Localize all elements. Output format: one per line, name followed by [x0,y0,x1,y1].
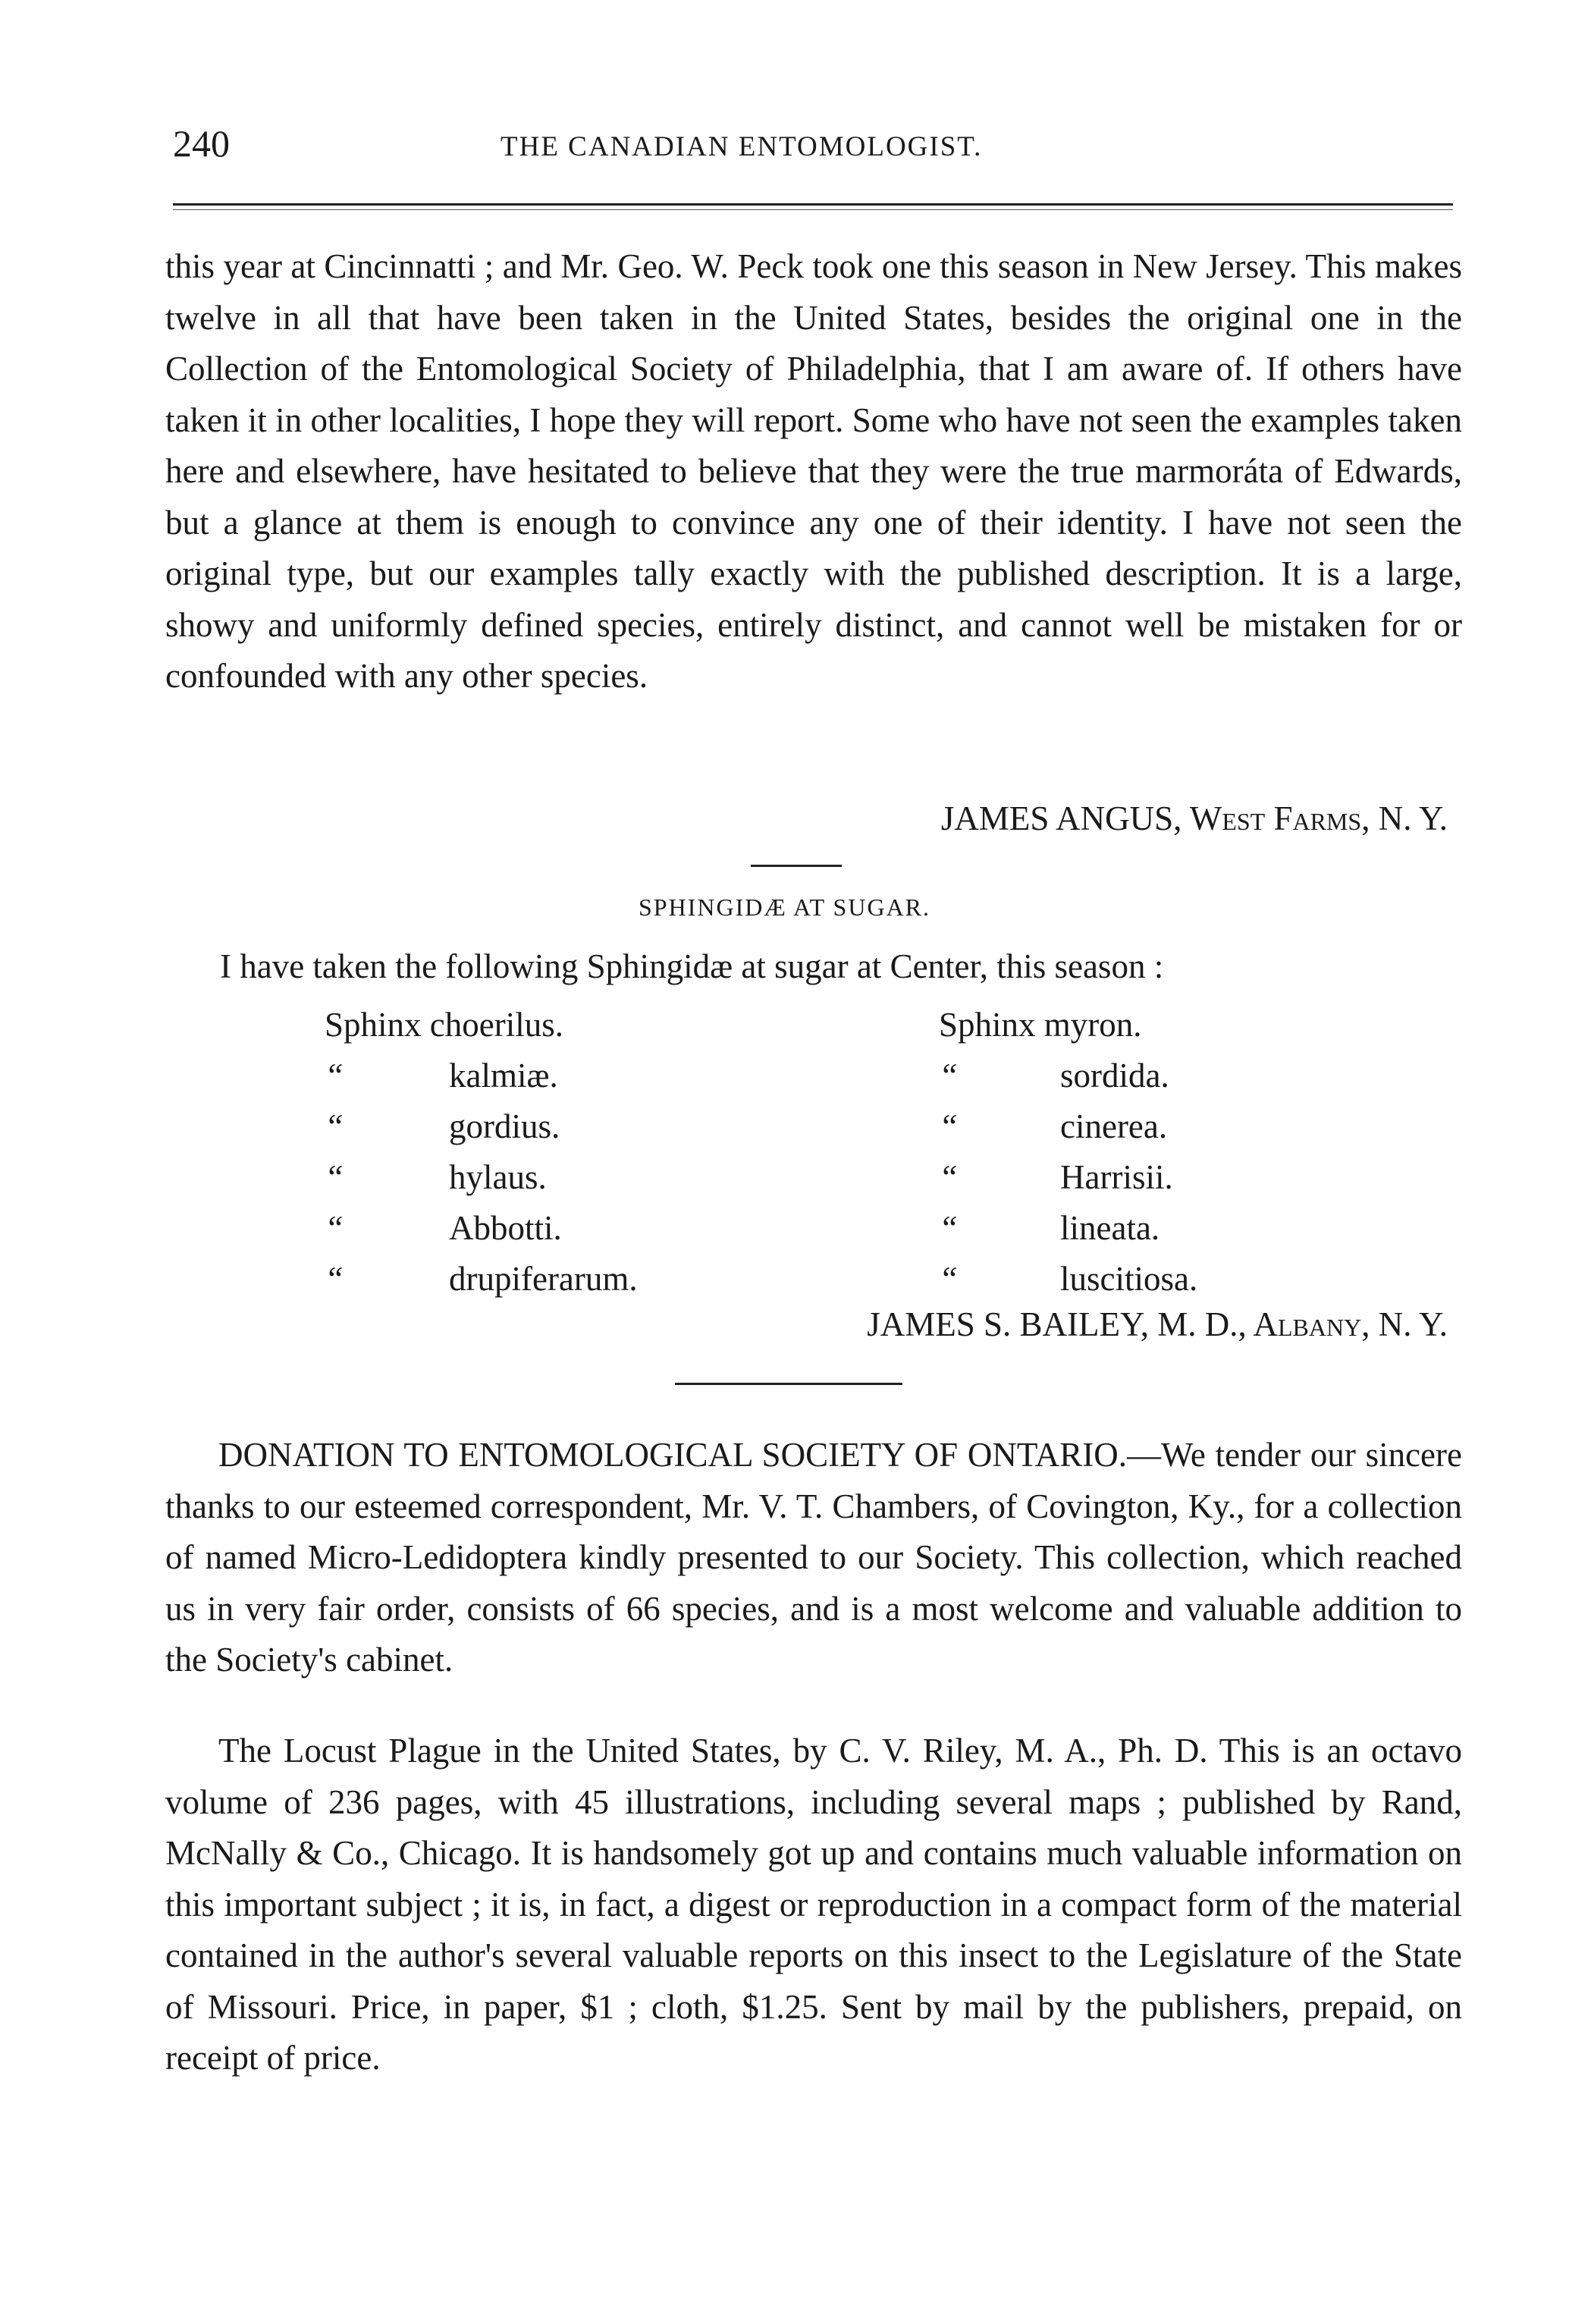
ditto-mark: “ [939,1107,959,1145]
ditto-mark: “ [325,1107,344,1145]
header-rule-thin [173,209,1453,210]
ditto-mark: “ [939,1260,959,1298]
species-name: Harrisii. [1060,1158,1173,1196]
section-heading-sphingidae: SPHINGIDÆ AT SUGAR. [638,893,931,921]
species-name: sordida. [1060,1057,1169,1094]
genus-left: Sphinx choerilus. [325,1006,563,1044]
running-head: THE CANADIAN ENTOMOLOGIST. [501,131,983,162]
species-name: cinerea. [1060,1107,1168,1145]
donation-text: —We tender our sincere thanks to our esteemed correspondent, Mr. V. T. Chambers, of Covington, Ky., for a collection of named Micro-Ledidoptera kindly presented to our Society. This collection, which reached us in very fair order, consists of 66 species, and is a most welcome and valuable addition to the Society's cabinet. [165,1436,1462,1679]
genus-right: Sphinx myron. [939,1006,1142,1044]
ditto-mark: “ [325,1057,344,1094]
species-table [325,1000,1197,1305]
section-divider [675,1383,902,1385]
species-name: gordius. [449,1107,560,1145]
species-name: kalmiæ. [449,1057,558,1094]
article-donation [165,1430,1462,1686]
ditto-mark: “ [325,1260,344,1298]
article-angus-paragraph: this year at Cincinnatti ; and Mr. Geo. W. Peck took one this season in New Jersey. This makes twelve in all that have been taken in the United States, besides the original one in the Collection of the Entomological Society of Philadelphia, that I am aware of. If others have taken it in other localities, I hope they will report. Some who have not seen the examples taken here and elsewhere, have hesitated to believe that they were the true marmoráta of Edwards, but a glance at them is enough to convince any one of their identity. I have not seen the original type, but our examples tally exactly with the published description. It is a large, showy and uniformly defined species, entirely distinct, and cannot well be mistaken for or confounded with any other species. [165,247,1462,695]
ditto-mark: “ [325,1158,344,1196]
ditto-mark: “ [325,1209,344,1247]
species-name: luscitiosa. [1060,1260,1198,1298]
signature-bailey: JAMES S. BAILEY, M. D., Albany, N. Y. [867,1305,1448,1343]
article-angus-text [165,241,1462,702]
species-row [325,1101,1197,1152]
species-name: lineata. [1060,1209,1160,1247]
page-number: 240 [173,122,230,165]
signature-angus: JAMES ANGUS, West Farms, N. Y. [940,799,1448,837]
ditto-mark: “ [939,1057,959,1094]
ditto-mark: “ [939,1209,959,1247]
locust-plague-paragraph: The Locust Plague in the United States, by C. V. Riley, M. A., Ph. D. This is an octavo volume of 236 pages, with 45 illustrations, including several maps ; published by Rand, McNally & Co., Chicago. It is handsomely got up and contains much valuable information on this important subject ; it is, in fact, a digest or reproduction in a compact form of the material contained in the author's several valuable reports on this insect to the Legislature of the State of Missouri. Price, in paper, $1 ; cloth, $1.25. Sent by mail by the publishers, prepaid, on receipt of price. [165,1732,1462,2077]
species-row [325,1000,1197,1051]
species-name: drupiferarum. [449,1260,638,1298]
section-divider [751,865,842,867]
donation-title: DONATION TO ENTOMOLOGICAL SOCIETY OF ONTARIO. [218,1436,1128,1474]
species-row [325,1051,1197,1101]
article-locust-plague [165,1726,1462,2084]
species-row [325,1152,1197,1203]
ditto-mark: “ [939,1158,959,1196]
header-rule [173,203,1453,206]
sphingidae-intro: I have taken the following Sphingidæ at sugar at Center, this season : [220,947,1164,985]
species-name: hylaus. [449,1158,547,1196]
species-name: Abbotti. [449,1209,562,1247]
species-row [325,1203,1197,1254]
species-row [325,1254,1197,1305]
